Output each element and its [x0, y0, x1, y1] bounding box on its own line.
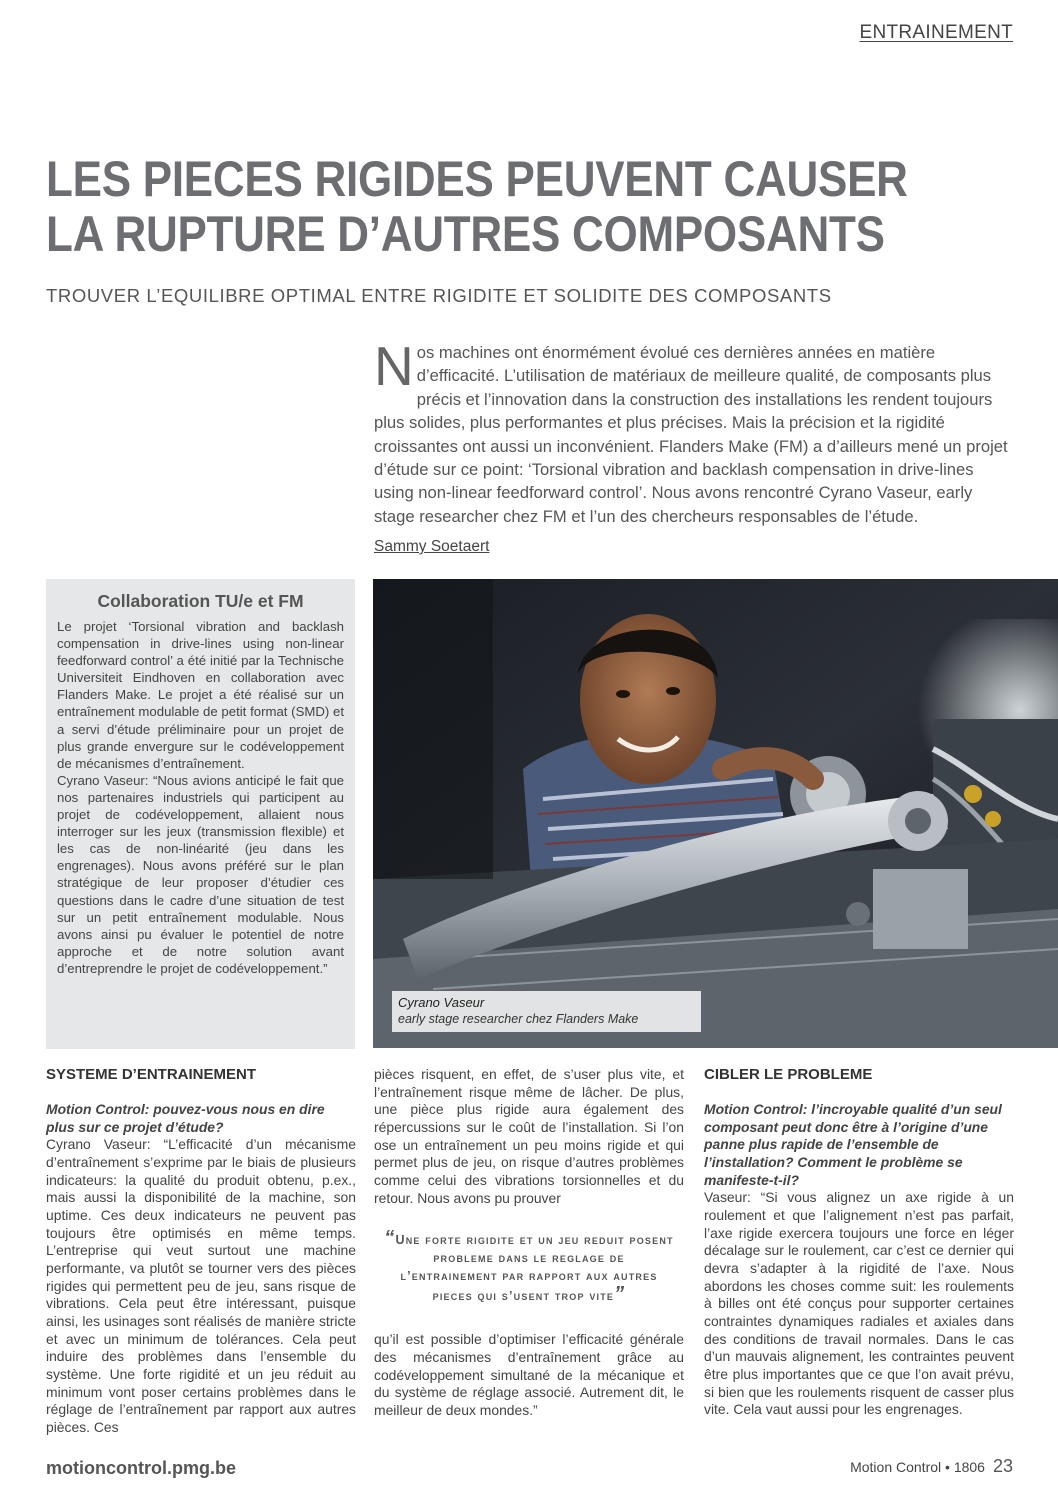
- article-intro: [374, 335, 1014, 528]
- column-3-question: Motion Control: l’incroyable qualité d’un seul composant peut donc être à l’origine d’une panne plus rapide de l’ensemble de l’installation? Comment le problème se manifeste-t-il?: [704, 1101, 1002, 1188]
- intro-dropcap: N: [374, 335, 414, 397]
- sidebar-box: [46, 579, 355, 1049]
- article-photo: [373, 579, 1058, 1048]
- caption-name: Cyrano Vaseur: [398, 995, 485, 1010]
- column-2-text-2: qu’il est possible d’optimiser l’efficacité générale des mécanismes d’entraînement grâce au codéveloppement simultané de la mécanique et du système de réglage associé. Autrement dit, le meilleur de deux mondes.”: [374, 1331, 684, 1418]
- caption-role: early stage researcher chez Flanders Make: [398, 1012, 639, 1026]
- column-1-answer: Cyrano Vaseur: “L’efficacité d’un mécanisme d’entraînement s’exprime par le biais de plusieurs indicateurs: la qualité du produit obtenu, p.ex., mais aussi la disponibilité de la machine, son uptime. Ces deux indicateurs ne peuvent pas toujours être optimisés en même temps. L’entreprise qui veut surtout une machine performante, va plutôt se tourner vers des pièces rigides qui permettent peu de jeu, sans risque de vibrations. Cela peut être intéressant, puisque ainsi, les usinages sont réalisés de manière stricte et avec un minimum de tolérances. Cela peut induire des problèmes dans l’ensemble du système. Une forte rigidité et un jeu réduit au minimum vont poser certains problèmes dans le réglage de l’entraînement par rapport aux autres pièces. Ces: [46, 1136, 356, 1435]
- title-line-2: LA RUPTURE D’AUTRES COMPOSANTS: [46, 206, 885, 262]
- column-3: [704, 1066, 1014, 1419]
- article-title: [46, 152, 908, 262]
- photo-illustration: [373, 579, 1058, 1048]
- column-1-heading: SYSTEME D’ENTRAINEMENT: [46, 1066, 257, 1083]
- sidebar-paragraph-1: Le projet ‘Torsional vibration and backlash compensation in drive-lines using non-linear feedforward control’ a été initié par la Technische Universiteit Eindhoven en collaboration avec Flanders Make. Le projet a été réalisé sur un entraînement modulable de petit format (SMD) et a servi d’étude préliminaire pour un projet de plus grande envergure sur le codéveloppement de mécanismes d’entraînement.: [57, 619, 344, 771]
- intro-text: os machines ont énormément évolué ces dernières années en matière d’efficacité. L’utilisation de matériaux de meilleure qualité, de composants plus précis et l’innovation dans la construction des installations les rendent toujours plus solides, plus performantes et plus précises. Mais la précision et la rigidité croissantes ont aussi un inconvénient. Flanders Make (FM) a d’ailleurs mené un projet d’étude sur ce point: ‘Torsional vibration and backlash compensation in drive-lines using non-linear feedforward control’. Nous avons rencontré Cyrano Vaseur, early stage researcher chez FM et l’un des chercheurs responsables de l’étude.: [374, 343, 1008, 526]
- column-1-question: Motion Control: pouvez-vous nous en dire plus sur ce projet d’étude?: [46, 1101, 325, 1135]
- column-1: [46, 1066, 356, 1436]
- column-3-heading: CIBLER LE PROBLEME: [704, 1066, 873, 1083]
- magazine-issue: Motion Control • 1806: [850, 1459, 985, 1475]
- footer-issue: [850, 1456, 1013, 1477]
- author-byline[interactable]: Sammy Soetaert: [374, 538, 490, 555]
- pull-quote: [374, 1229, 684, 1305]
- column-2: [374, 1066, 684, 1420]
- section-tag: ENTRAINEMENT: [859, 22, 1013, 43]
- title-line-1: LES PIECES RIGIDES PEUVENT CAUSER: [46, 151, 908, 207]
- page-number: 23: [992, 1456, 1013, 1476]
- article-subtitle: TROUVER L’EQUILIBRE OPTIMAL ENTRE RIGIDITE ET SOLIDITE DES COMPOSANTS: [46, 285, 832, 306]
- pull-quote-open: “: [384, 1227, 396, 1250]
- column-3-answer: Vaseur: “Si vous alignez un axe rigide à un roulement et que l’alignement n’est pas parfait, l’axe rigide exercera toujours une force en léger décalage sur le roulement, car c’est ce dernier qui devra s’adapter à la rigidité de l’axe. Nous abordons les choses comme suit: les roulements à billes ont été conçus pour supporter certaines contraintes dynamiques radiales et axiales dans des conditions de travail normales. Dans le cas d’un mauvais alignement, les contraintes peuvent être plus importantes que ce que l’on avait prévu, si bien que les roulements risquent de casser plus vite. Cela vaut aussi pour les engrenages.: [704, 1189, 1014, 1418]
- sidebar-paragraph-2: Cyrano Vaseur: “Nous avions anticipé le fait que nos partenaires industriels qui participent au projet de codéveloppement, allaient nous interroger sur les jeux (transmission flexible) et les cas de non-linéarité (jeu dans les engrenages). Nous avons préféré sur le plan stratégique de leur proposer d’étudier ces questions dans le cadre d’une situation de test sur un petit entraînement modulable. Nous avons ainsi pu évaluer le potentiel de notre approche et de notre solution avant d’entreprendre le projet de codéveloppement.”: [57, 772, 344, 976]
- pull-quote-close: ”: [614, 1283, 626, 1306]
- photo-caption: [392, 991, 701, 1032]
- sidebar-title: Collaboration TU/e et FM: [97, 591, 304, 611]
- pull-quote-text: Une forte rigidite et un jeu reduit posent probleme dans le reglage de l’entrainement par rapport aux autres pieces qui s’usent trop vite: [395, 1233, 674, 1304]
- column-2-text-1: pièces risquent, en effet, de s’user plus vite, et l’entraînement risque même de lâcher. De plus, une pièce plus rigide aura également des répercussions sur le coût de l’installation. Si l’on ose un entraînement un peu moins rigide et qui permet plus de jeu, on risque d’autres problèmes comme celui des vibrations torsionnelles et du retour. Nous avons pu prouver: [374, 1066, 684, 1206]
- footer-website-link[interactable]: motioncontrol.pmg.be: [46, 1458, 236, 1478]
